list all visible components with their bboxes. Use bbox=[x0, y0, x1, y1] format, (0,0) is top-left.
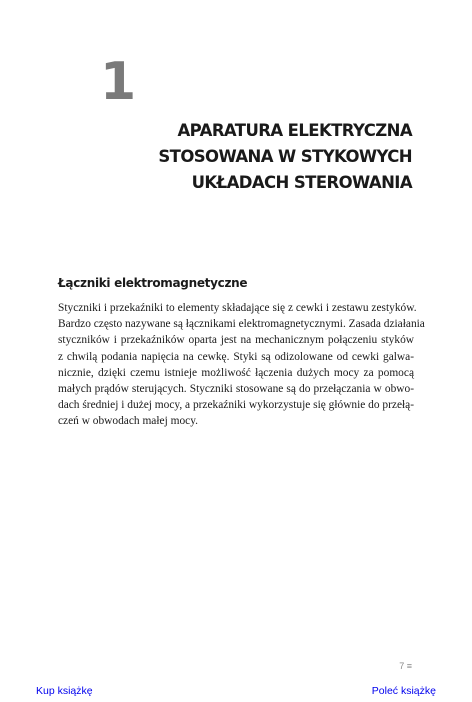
body-line: styczników i przekaźników oparta jest na mechanicznym połączeniu styków bbox=[58, 334, 414, 347]
body-line: dach średniej i dużej mocy, a przekaźniki wykorzystuje się głównie do przełą- bbox=[58, 399, 415, 412]
chapter-title-line: APARATURA ELEKTRYCZNA bbox=[177, 121, 412, 140]
chapter-title-line: STOSOWANA W STYKOWYCH bbox=[158, 147, 412, 166]
body-line: Bardzo często nazywane są łącznikami elektromagnetycznymi. Zasada działania bbox=[58, 318, 425, 331]
buy-book-link[interactable]: Kup książkę bbox=[36, 685, 93, 697]
chapter-title bbox=[112, 118, 412, 196]
body-paragraph bbox=[58, 300, 425, 430]
body-line: Styczniki i przekaźniki to elementy składające się z cewki i zestawu zestyków. bbox=[58, 302, 417, 314]
chapter-title-line: UKŁADACH STEROWANIA bbox=[191, 173, 412, 192]
chapter-number: 1 bbox=[100, 52, 137, 112]
body-line: nicznie, dzięki czemu istnieje możliwość łączenia dużych mocy za pomocą bbox=[58, 366, 414, 379]
body-line: czeń w obwodach małej mocy. bbox=[58, 415, 199, 428]
body-line: z chwilą podania napięcia na cewkę. Styki są odizolowane od cewki galwa- bbox=[58, 350, 414, 363]
page-number: 7 ≡ bbox=[399, 661, 412, 671]
section-heading: Łączniki elektromagnetyczne bbox=[58, 276, 248, 290]
recommend-book-link[interactable]: Poleć książkę bbox=[371, 685, 436, 697]
body-line: małych prądów sterujących. Styczniki stosowane są do przełączania w obwo- bbox=[58, 383, 414, 396]
